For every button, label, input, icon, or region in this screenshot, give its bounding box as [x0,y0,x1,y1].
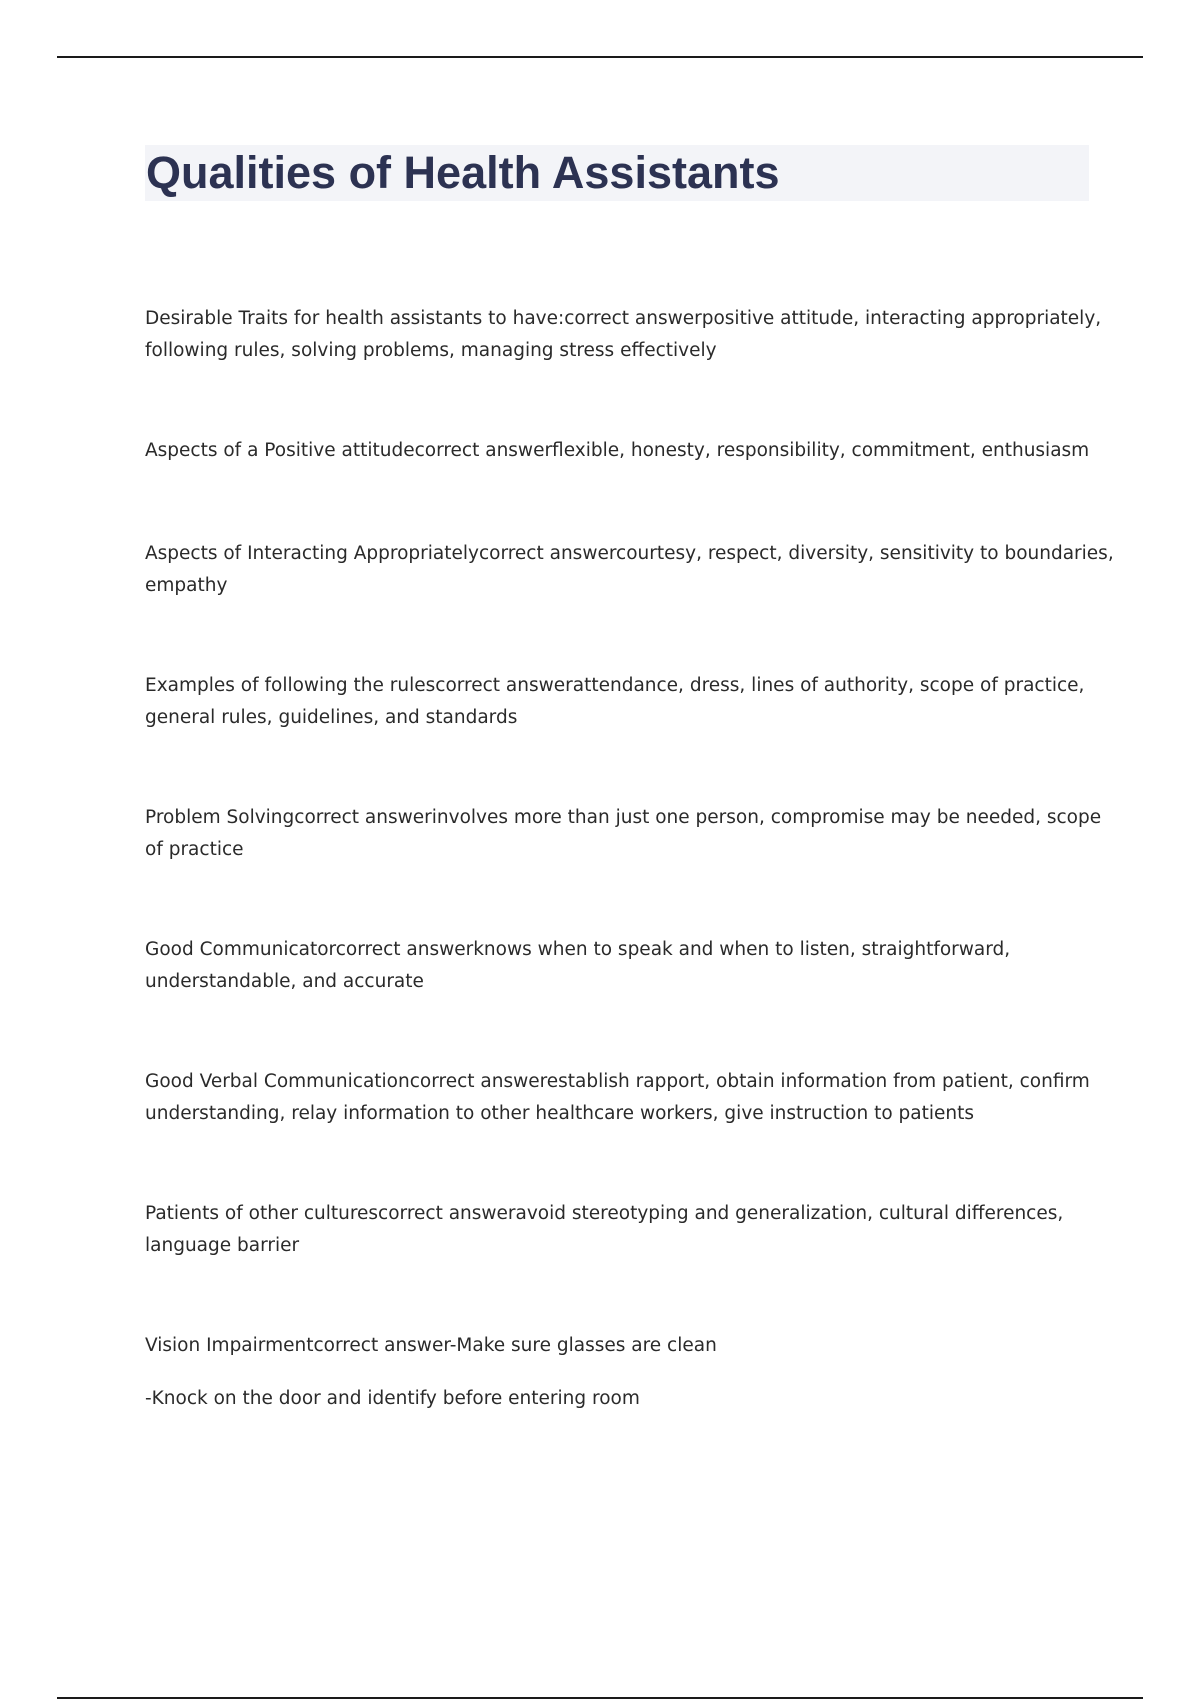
entry-line: understanding, relay information to other healthcare workers, give instruction to patients [145,1103,975,1124]
entry-line: general rules, guidelines, and standards [145,707,518,728]
entry-line: Good Verbal Communicationcorrect answerestablish rapport, obtain information from patient, confirm [145,1071,1090,1092]
bottom-divider [57,1697,1143,1699]
entry-problem-solving [145,802,1102,866]
entry-line: following rules, solving problems, managing stress effectively [145,340,717,361]
entry-line: Aspects of a Positive attitudecorrect answerflexible, honesty, responsibility, commitment, enthusiasm [145,440,1090,461]
entry-line: Desirable Traits for health assistants to have:correct answerpositive attitude, interacting appropriately, [145,308,1102,329]
entry-line: understandable, and accurate [145,971,424,992]
entry-positive-attitude [145,435,1095,467]
top-divider [57,56,1143,58]
entry-line: Aspects of Interacting Appropriatelycorrect answercourtesy, respect, diversity, sensitivity to boundaries, [145,543,1114,564]
entry-line: Problem Solvingcorrect answerinvolves more than just one person, compromise may be needed, scope [145,807,1102,828]
entry-line: language barrier [145,1235,300,1256]
entry-vision-impairment [145,1330,1095,1415]
entry-line: Good Communicatorcorrect answerknows when to speak and when to listen, straightforward, [145,939,1011,960]
document-body [145,303,1114,1483]
entry-line: of practice [145,839,244,860]
entry-other-cultures [145,1198,1095,1262]
entry-good-communicator [145,934,1095,998]
entry-interacting-appropriately [145,538,1114,602]
entry-line: -Knock on the door and identify before entering room [145,1388,640,1409]
entry-line: empathy [145,575,228,596]
entry-following-rules [145,670,1095,734]
entry-verbal-communication [145,1066,1095,1130]
entry-desirable-traits [145,303,1102,367]
page-title: Qualities of Health Assistants [146,147,780,198]
entry-line: Patients of other culturescorrect answeravoid stereotyping and generalization, cultural differences, [145,1203,1064,1224]
entry-line: Examples of following the rulescorrect answerattendance, dress, lines of authority, scope of practice, [145,675,1085,696]
entry-line: Vision Impairmentcorrect answer-Make sure glasses are clean [145,1335,717,1356]
